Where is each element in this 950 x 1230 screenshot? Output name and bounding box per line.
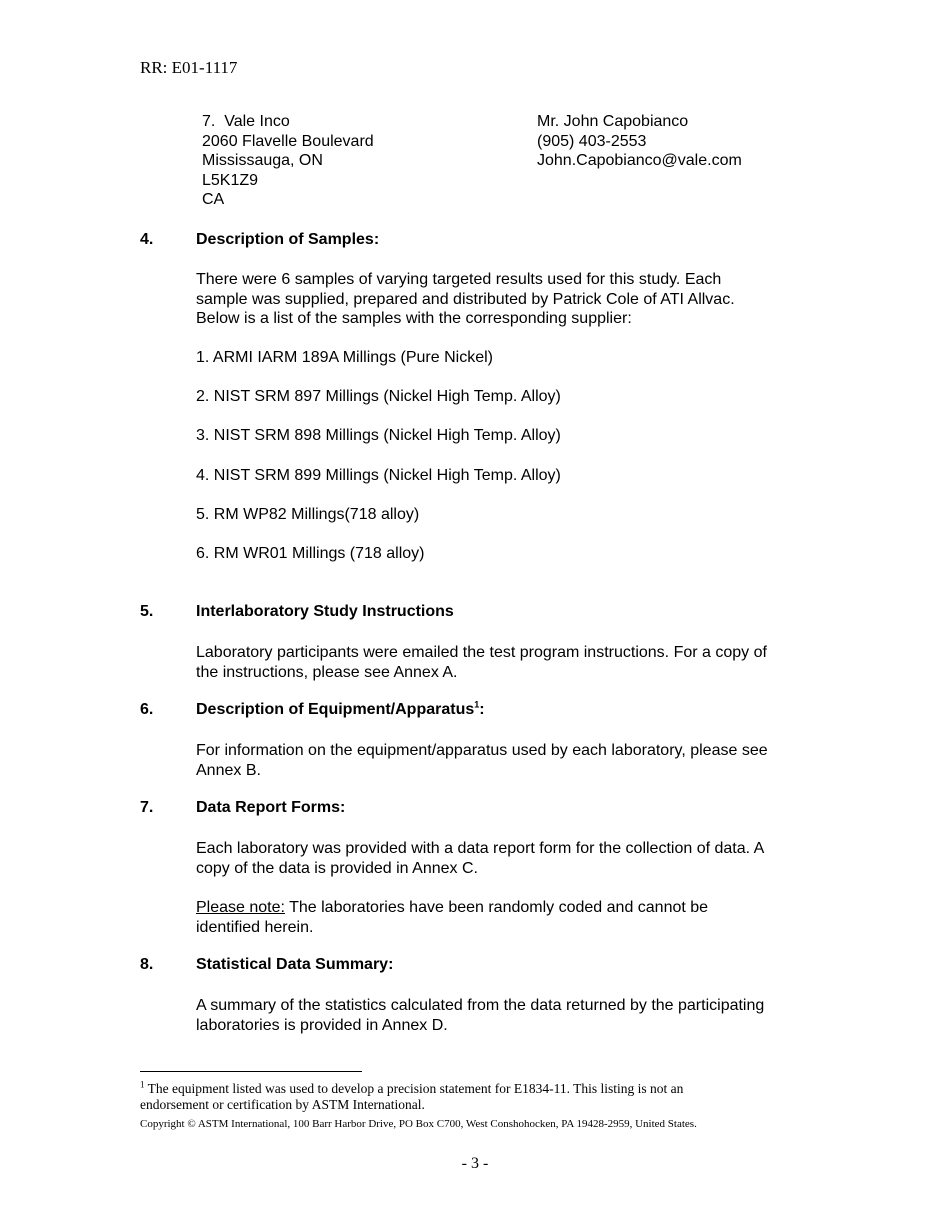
contact-org: Vale Inco [224, 113, 290, 130]
paragraph-line: Laboratory participants were emailed the test program instructions. For a copy of [196, 644, 767, 661]
section-6-title [196, 701, 485, 719]
page-number: - 3 - [461, 1155, 489, 1172]
contact-number: 7. [202, 113, 216, 130]
section-7-number: 7. [140, 799, 154, 816]
paragraph-line: Below is a list of the samples with the corresponding supplier: [196, 310, 632, 327]
contact-email: John.Capobianco@vale.com [537, 152, 742, 169]
address-line: 2060 Flavelle Boulevard [202, 132, 374, 150]
report-id: RR: E01-1117 [140, 58, 238, 77]
section-5-number: 5. [140, 603, 154, 620]
sample-item: 1. ARMI IARM 189A Millings (Pure Nickel) [196, 349, 493, 366]
paragraph-line: Each laboratory was provided with a data report form for the collection of data. A [196, 840, 765, 857]
sample-item: 6. RM WR01 Millings (718 alloy) [196, 545, 425, 562]
footnote-divider [140, 1071, 362, 1072]
paragraph-line: sample was supplied, prepared and distributed by Patrick Cole of ATI Allvac. [196, 290, 735, 308]
paragraph-line: Annex B. [196, 761, 261, 779]
address-line: Mississauga, ON [202, 152, 323, 169]
section-7-title: Data Report Forms: [196, 799, 346, 816]
paragraph-line: the instructions, please see Annex A. [196, 663, 458, 681]
contact-person-block [537, 112, 742, 171]
footnote-ref: 1 [474, 699, 480, 710]
paragraph-line: copy of the data is provided in Annex C. [196, 859, 478, 877]
paragraph-line: There were 6 samples of varying targeted results used for this study. Each [196, 271, 722, 288]
section-8-paragraph [196, 996, 764, 1035]
footnote-text: endorsement or certification by ASTM International. [140, 1097, 425, 1112]
footnote-text: The equipment listed was used to develop a precision statement for E1834-11. This listing is not an [144, 1081, 684, 1096]
section-7-paragraph [196, 839, 764, 878]
section-8-title: Statistical Data Summary: [196, 956, 394, 973]
section-7-note [196, 898, 708, 937]
section-5-title: Interlaboratory Study Instructions [196, 603, 454, 620]
footnote [140, 1081, 683, 1113]
section-6-paragraph [196, 741, 768, 780]
note-label: Please note: [196, 899, 285, 916]
section-8-number: 8. [140, 956, 154, 973]
sample-item: 4. NIST SRM 899 Millings (Nickel High Temp. Alloy) [196, 467, 561, 484]
contact-address [202, 112, 374, 210]
section-4-paragraph [196, 270, 735, 329]
section-4-title: Description of Samples: [196, 231, 380, 248]
sample-item: 2. NIST SRM 897 Millings (Nickel High Temp. Alloy) [196, 388, 561, 405]
contact-phone: (905) 403-2553 [537, 132, 647, 150]
section-6-number: 6. [140, 701, 154, 718]
note-line: identified herein. [196, 918, 314, 936]
footnote-mark: 1 [140, 1079, 145, 1090]
note-text: The laboratories have been randomly coded and cannot be [284, 899, 709, 916]
section-6-title-suffix: : [479, 701, 485, 718]
paragraph-line: laboratories is provided in Annex D. [196, 1016, 448, 1034]
section-5-paragraph [196, 643, 767, 682]
paragraph-line: For information on the equipment/apparatus used by each laboratory, please see [196, 742, 768, 759]
section-6-title-text: Description of Equipment/Apparatus [196, 701, 475, 718]
address-line: CA [202, 191, 225, 208]
paragraph-line: A summary of the statistics calculated from the data returned by the participating [196, 997, 765, 1014]
copyright-notice: Copyright © ASTM International, 100 Barr Harbor Drive, PO Box C700, West Conshohocken, PA 19428-2959, United States. [140, 1118, 697, 1130]
sample-item: 5. RM WP82 Millings(718 alloy) [196, 506, 420, 523]
contact-person: Mr. John Capobianco [537, 113, 689, 130]
address-line: L5K1Z9 [202, 171, 259, 189]
sample-item: 3. NIST SRM 898 Millings (Nickel High Temp. Alloy) [196, 427, 561, 444]
section-4-number: 4. [140, 231, 154, 248]
